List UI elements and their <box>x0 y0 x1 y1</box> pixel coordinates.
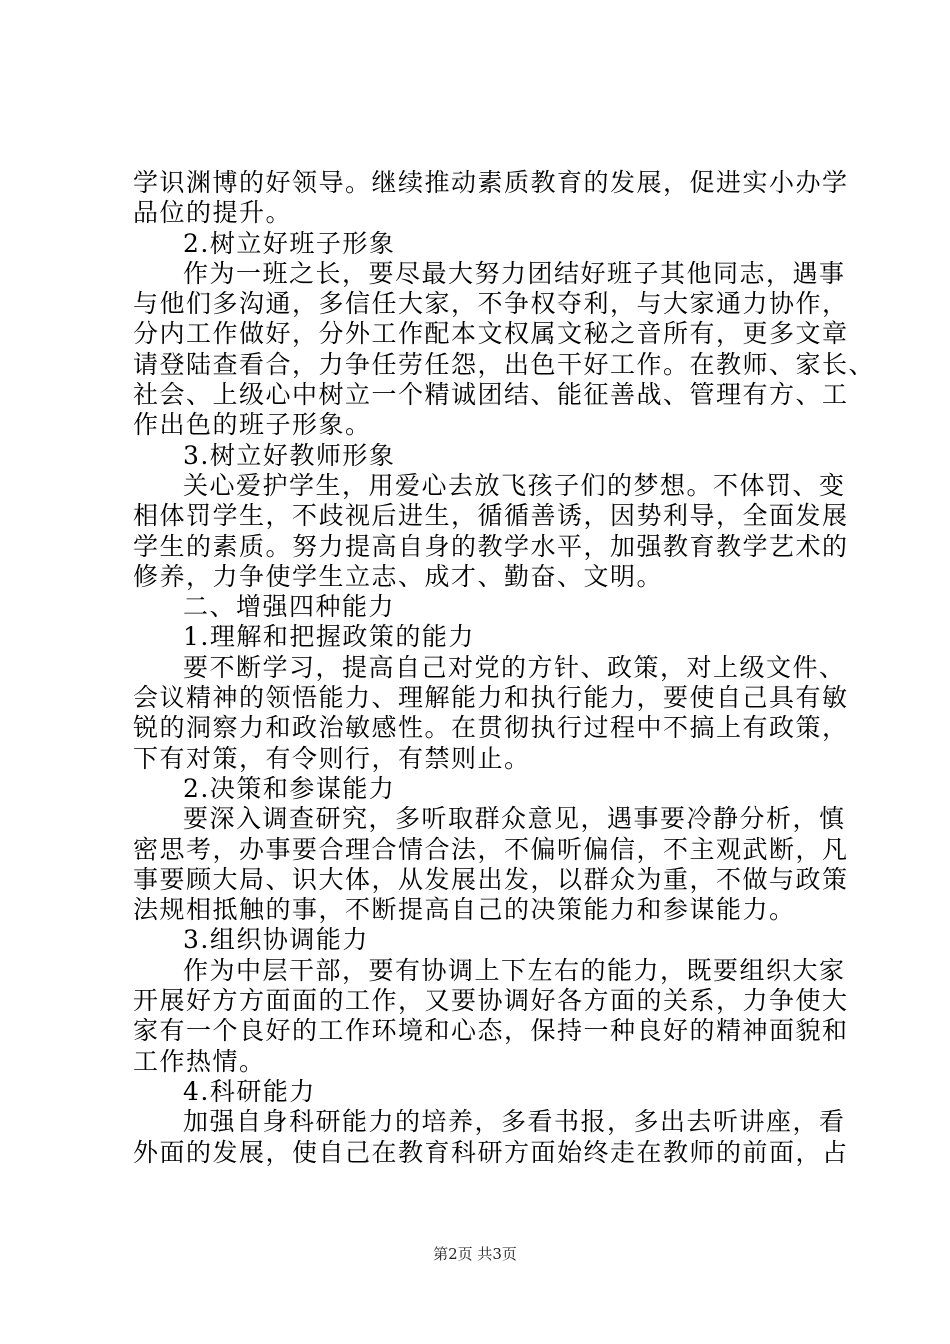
paragraph-first-line: 加强自身科研能力的培养，多看书报，多出去听讲座，看 <box>183 1107 846 1137</box>
body-text-line: 请登陆查看合，力争任劳任怨，出色干好工作。在教师、家长、 <box>133 349 876 379</box>
section-heading: 4.科研能力 <box>183 1076 316 1106</box>
section-heading: 3.组织协调能力 <box>183 925 369 955</box>
body-text-line: 相体罚学生，不歧视后进生，循循善诱，因势利导，全面发展 <box>133 501 849 531</box>
section-heading: 1.理解和把握政策的能力 <box>183 622 475 652</box>
body-text-line: 作出色的班子形象。 <box>133 410 372 440</box>
paragraph-first-line: 作为中层干部，要有协调上下左右的能力，既要组织大家 <box>183 955 846 985</box>
page-footer: 第2页 共3页 <box>433 1245 517 1263</box>
body-text-line: 开展好方方面面的工作，又要协调好各方面的关系，力争使大 <box>133 986 849 1016</box>
body-text-line: 法规相抵触的事，不断提高自己的决策能力和参谋能力。 <box>133 895 796 925</box>
body-text-line: 品位的提升。 <box>133 198 293 228</box>
body-text-line: 学生的素质。努力提高自身的教学水平，加强教育教学艺术的 <box>133 531 849 561</box>
paragraph-first-line: 关心爱护学生，用爱心去放飞孩子们的梦想。不体罚、变 <box>183 470 846 500</box>
body-text-line: 家有一个良好的工作环境和心态，保持一种良好的精神面貌和 <box>133 1016 849 1046</box>
paragraph-first-line: 要深入调查研究，多听取群众意见，遇事要冷静分析，慎 <box>183 804 846 834</box>
body-text-line: 分内工作做好，分外工作配本文权属文秘之音所有，更多文章 <box>133 319 849 349</box>
body-text-line: 外面的发展，使自己在教育科研方面始终走在教师的前面，占 <box>133 1137 849 1167</box>
chapter-heading: 二、增强四种能力 <box>183 592 396 622</box>
section-heading: 2.决策和参谋能力 <box>183 773 396 803</box>
body-text-line: 工作热情。 <box>133 1046 266 1076</box>
body-text-line: 与他们多沟通，多信任大家，不争权夺利，与大家通力协作， <box>133 289 849 319</box>
paragraph-first-line: 要不断学习，提高自己对党的方针、政策，对上级文件、 <box>183 652 846 682</box>
body-text-line: 事要顾大局、识大体，从发展出发，以群众为重，不做与政策 <box>133 864 849 894</box>
section-heading: 2.树立好班子形象 <box>183 228 396 258</box>
body-text-line: 锐的洞察力和政治敏感性。在贯彻执行过程中不搞上有政策， <box>133 713 849 743</box>
body-text-line: 修养，力争使学生立志、成才、勤奋、文明。 <box>133 561 664 591</box>
body-text-line: 下有对策，有令则行，有禁则止。 <box>133 743 531 773</box>
body-text-line: 社会、上级心中树立一个精诚团结、能征善战、管理有方、工 <box>133 380 849 410</box>
body-text-line: 学识渊博的好领导。继续推动素质教育的发展，促进实小办学 <box>133 168 849 197</box>
body-text-line: 密思考，办事要合理合情合法，不偏听偏信，不主观武断，凡 <box>133 834 849 864</box>
body-text-line: 会议精神的领悟能力、理解能力和执行能力，要使自己具有敏 <box>133 683 849 713</box>
section-heading: 3.树立好教师形象 <box>183 440 396 470</box>
document-body <box>133 168 876 1168</box>
paragraph-first-line: 作为一班之长，要尽最大努力团结好班子其他同志，遇事 <box>183 258 846 288</box>
